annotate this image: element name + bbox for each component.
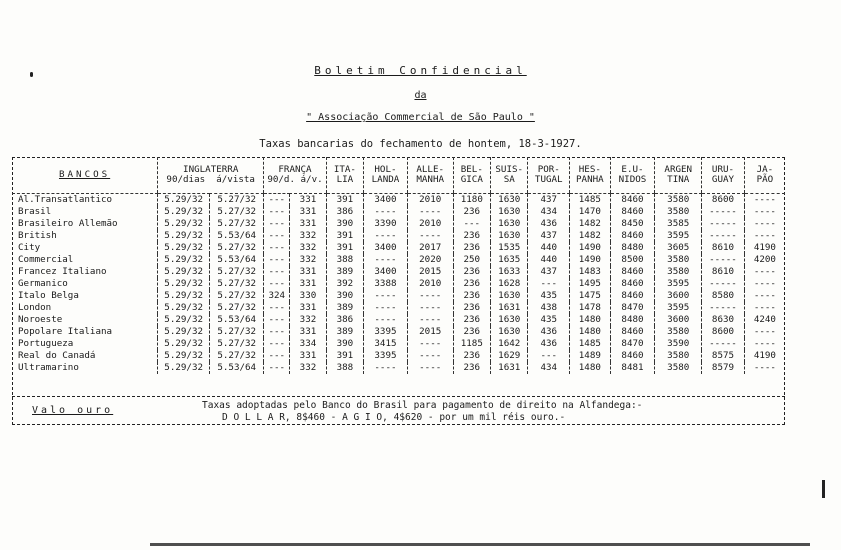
rate-cell: 386 (326, 206, 363, 218)
rate-cell: 236 (453, 362, 490, 374)
rate-cell: 236 (453, 290, 490, 302)
rate-cell: 3580 (655, 206, 702, 218)
rate-cell: ---- (744, 278, 785, 290)
rate-cell: 1490 (570, 254, 611, 266)
bank-name: Al.Transatlantico (18, 194, 113, 205)
rate-cell: ---- (407, 338, 453, 350)
rate-cell: 236 (453, 326, 490, 338)
rate-cell: 3400 (364, 194, 408, 207)
rate-cell: 332 (290, 314, 326, 326)
rate-cell: ----- (702, 230, 745, 242)
rate-cell: ---- (364, 206, 408, 218)
rate-cell: 3580 (655, 194, 702, 207)
rate-cell: 8575 (702, 350, 745, 362)
rate-cell: 8480 (610, 314, 655, 326)
table-row (12, 338, 785, 350)
rate-cell: 8460 (610, 230, 655, 242)
rate-cell: --- (264, 254, 290, 266)
rate-cell: 5.53/64 (210, 314, 264, 326)
col-header-belgica: BEL- GICA (453, 157, 490, 194)
rate-cell: 331 (290, 278, 326, 290)
rate-cell: 3580 (655, 362, 702, 374)
rate-cell: 3595 (655, 302, 702, 314)
rate-cell: 4190 (744, 350, 785, 362)
rate-cell: 8450 (610, 218, 655, 230)
rate-cell: 437 (528, 194, 570, 207)
rate-cell: 391 (326, 230, 363, 242)
rate-cell: 8580 (702, 290, 745, 302)
rate-cell: 388 (326, 254, 363, 266)
bank-name: Noroeste (18, 314, 63, 325)
rate-cell: 236 (453, 242, 490, 254)
bank-name: Real do Canadá (18, 350, 96, 361)
rate-cell: ---- (407, 206, 453, 218)
bank-name: Popolare Italiana (18, 326, 113, 337)
rate-cell: 390 (326, 338, 363, 350)
rate-cell: ---- (744, 230, 785, 242)
rate-cell: 5.27/32 (210, 266, 264, 278)
rate-cell: 4190 (744, 242, 785, 254)
rate-cell: --- (264, 218, 290, 230)
rate-cell: 4200 (744, 254, 785, 266)
rate-cell: 1180 (453, 194, 490, 207)
col-header-argentina: ARGEN TINA (655, 157, 702, 194)
rate-cell: 8481 (610, 362, 655, 374)
rate-cell: 435 (528, 314, 570, 326)
rate-cell: 388 (326, 362, 363, 374)
rate-cell: 236 (453, 230, 490, 242)
rate-cell: ---- (407, 314, 453, 326)
page-bottom-edge (150, 543, 810, 546)
rate-cell: --- (264, 230, 290, 242)
rate-cell: 3590 (655, 338, 702, 350)
col-header-hespanha: HES- PANHA (570, 157, 611, 194)
rate-cell: 8460 (610, 194, 655, 207)
rate-cell: ---- (407, 230, 453, 242)
rate-cell: 2015 (407, 266, 453, 278)
rate-cell: 3415 (364, 338, 408, 350)
rate-cell: 3585 (655, 218, 702, 230)
rate-cell: --- (453, 218, 490, 230)
rate-cell: 5.29/32 (158, 338, 210, 350)
rate-cell: 3395 (364, 326, 408, 338)
rate-cell: 3390 (364, 218, 408, 230)
rate-cell: ---- (364, 254, 408, 266)
page-edge-mark (822, 480, 825, 498)
rate-cell: 1478 (570, 302, 611, 314)
rate-cell: 5.27/32 (210, 194, 264, 207)
rate-cell: 436 (528, 326, 570, 338)
rate-cell: --- (264, 350, 290, 362)
rate-cell: 5.27/32 (210, 218, 264, 230)
rate-cell: 389 (326, 266, 363, 278)
table-row (12, 206, 785, 218)
rate-cell: 5.29/32 (158, 278, 210, 290)
rate-cell: 3395 (364, 350, 408, 362)
rate-cell: 8610 (702, 266, 745, 278)
bank-name: Brasil (18, 206, 52, 217)
rate-cell: 1642 (491, 338, 528, 350)
rate-cell: 8480 (610, 242, 655, 254)
rate-cell: 390 (326, 290, 363, 302)
rate-cell: --- (264, 302, 290, 314)
rate-cell: 3600 (655, 290, 702, 302)
rate-cell: 1633 (491, 266, 528, 278)
col-header-italia: ITA- LIA (326, 157, 363, 194)
bank-name: London (18, 302, 52, 313)
rate-cell: 5.27/32 (210, 290, 264, 302)
table-row (12, 362, 785, 374)
rate-cell: 1480 (570, 314, 611, 326)
bank-name: Brasileiro Allemão (18, 218, 118, 229)
rate-cell: 1475 (570, 290, 611, 302)
table-row (12, 254, 785, 266)
table-row (12, 314, 785, 326)
rate-cell: ---- (744, 266, 785, 278)
rate-cell: 435 (528, 290, 570, 302)
rate-cell: 3580 (655, 326, 702, 338)
rate-cell: 331 (290, 266, 326, 278)
rate-cell: 332 (290, 242, 326, 254)
rate-cell: 5.53/64 (210, 230, 264, 242)
col-header-uruguay: URU- GUAY (702, 157, 745, 194)
rate-cell: 5.29/32 (158, 314, 210, 326)
ink-speck (30, 72, 33, 77)
table-row (12, 242, 785, 254)
gold-rate-values: D O L L A R, 8$460 - A G I O, 4$620 - por um mil réis ouro.- (222, 412, 566, 423)
rate-cell: 440 (528, 254, 570, 266)
rate-cell: ---- (744, 326, 785, 338)
rate-cell: 330 (290, 290, 326, 302)
rate-cell: 331 (290, 218, 326, 230)
col-header-hollanda: HOL- LANDA (364, 157, 408, 194)
gold-rate-note: Taxas adoptadas pelo Banco do Brasil para pagamento de direito na Alfandega:- (202, 400, 643, 411)
rate-cell: 331 (290, 206, 326, 218)
rate-cell: 334 (290, 338, 326, 350)
rate-cell: 2017 (407, 242, 453, 254)
rate-cell: 437 (528, 230, 570, 242)
rate-cell: 438 (528, 302, 570, 314)
rate-cell: 1485 (570, 194, 611, 207)
col-header-portugal: POR- TUGAL (528, 157, 570, 194)
rate-cell: 324 (264, 290, 290, 302)
rate-cell: 8460 (610, 206, 655, 218)
bank-name: Germanico (18, 278, 68, 289)
rate-cell: 8460 (610, 266, 655, 278)
rate-cell: 1185 (453, 338, 490, 350)
rate-cell: ---- (407, 302, 453, 314)
table-row (12, 194, 785, 207)
rate-cell: 1630 (491, 218, 528, 230)
rate-cell: ----- (702, 278, 745, 290)
rate-cell: --- (264, 242, 290, 254)
rate-cell: 1630 (491, 326, 528, 338)
rate-cell: ----- (702, 338, 745, 350)
rate-cell: 2010 (407, 218, 453, 230)
table-row (12, 278, 785, 290)
rate-cell: 391 (326, 350, 363, 362)
rate-cell: ---- (364, 302, 408, 314)
rate-cell: 437 (528, 266, 570, 278)
rate-cell: 5.29/32 (158, 194, 210, 207)
table-caption: Taxas bancarias do fechamento de hontem, 18-3-1927. (259, 138, 582, 150)
rate-cell: 5.29/32 (158, 326, 210, 338)
rate-cell: ----- (702, 302, 745, 314)
rate-cell: 389 (326, 326, 363, 338)
rate-cell: 236 (453, 350, 490, 362)
rate-cell: 331 (290, 194, 326, 207)
rate-cell: 5.27/32 (210, 338, 264, 350)
rate-cell: 2010 (407, 278, 453, 290)
rate-cell: 1470 (570, 206, 611, 218)
rate-cell: 389 (326, 302, 363, 314)
rate-cell: 3600 (655, 314, 702, 326)
rate-cell: 1535 (491, 242, 528, 254)
rate-cell: 8600 (702, 194, 745, 207)
table-row (12, 302, 785, 314)
rate-cell: 2015 (407, 326, 453, 338)
rate-cell: 5.27/32 (210, 242, 264, 254)
rate-cell: 8610 (702, 242, 745, 254)
rate-cell: 1630 (491, 194, 528, 207)
document-title: Boletim Confidencial (314, 64, 527, 77)
table-row (12, 218, 785, 230)
rate-cell: ---- (744, 302, 785, 314)
rate-cell: 8470 (610, 302, 655, 314)
bank-name: Portugueza (18, 338, 74, 349)
rate-cell: 8579 (702, 362, 745, 374)
rate-cell: 434 (528, 362, 570, 374)
rate-cell: 236 (453, 266, 490, 278)
bank-name: Italo Belga (18, 290, 79, 301)
rate-cell: 331 (290, 302, 326, 314)
rate-cell: 8630 (702, 314, 745, 326)
rate-cell: 3580 (655, 254, 702, 266)
rate-cell: 1483 (570, 266, 611, 278)
col-header-franca: FRANÇA 90/d. á/v. (264, 157, 326, 194)
col-header-inglaterra: INGLATERRA 90/dias á/vista (158, 157, 264, 194)
rate-cell: 236 (453, 314, 490, 326)
rate-cell: 1631 (491, 362, 528, 374)
rate-cell: 1635 (491, 254, 528, 266)
rate-cell: --- (264, 206, 290, 218)
rate-cell: --- (264, 326, 290, 338)
table-row (12, 290, 785, 302)
rate-cell: 331 (290, 350, 326, 362)
table-row (12, 266, 785, 278)
rate-cell: 8470 (610, 338, 655, 350)
table-row (12, 326, 785, 338)
rate-cell: ---- (364, 362, 408, 374)
rate-cell: 5.27/32 (210, 302, 264, 314)
rate-cell: ---- (744, 194, 785, 207)
rate-cell: --- (264, 194, 290, 207)
col-header-suissa: SUIS- SA (491, 157, 528, 194)
rate-cell: 8500 (610, 254, 655, 266)
rate-cell: ---- (407, 350, 453, 362)
bank-name: British (18, 230, 57, 241)
rate-cell: ---- (364, 314, 408, 326)
rate-cell: 3400 (364, 266, 408, 278)
rate-cell: 5.29/32 (158, 242, 210, 254)
rate-cell: 5.29/32 (158, 230, 210, 242)
exchange-rates-table (12, 157, 785, 374)
rate-cell: ---- (744, 218, 785, 230)
rate-cell: 8460 (610, 326, 655, 338)
rate-cell: 1630 (491, 314, 528, 326)
rate-cell: 332 (290, 362, 326, 374)
rate-cell: --- (264, 314, 290, 326)
rate-cell: --- (528, 350, 570, 362)
rate-cell: ---- (364, 290, 408, 302)
rate-cell: --- (264, 278, 290, 290)
rate-cell: 1490 (570, 242, 611, 254)
rate-cell: 392 (326, 278, 363, 290)
rate-cell: 236 (453, 302, 490, 314)
rate-cell: ----- (702, 206, 745, 218)
rate-cell: 3580 (655, 350, 702, 362)
table-row (12, 230, 785, 242)
bank-name: Francez Italiano (18, 266, 107, 277)
rate-cell: --- (264, 338, 290, 350)
gold-value-section (12, 396, 785, 426)
col-header-eunidos: E.U- NIDOS (610, 157, 655, 194)
rate-cell: 5.53/64 (210, 254, 264, 266)
rate-cell: 1630 (491, 230, 528, 242)
table-row (12, 350, 785, 362)
rate-cell: 3595 (655, 230, 702, 242)
title-connector: da (414, 90, 427, 101)
rate-cell: 1630 (491, 206, 528, 218)
rate-cell: 3388 (364, 278, 408, 290)
rate-cell: ---- (744, 338, 785, 350)
rate-cell: 332 (290, 254, 326, 266)
rate-cell: 331 (290, 326, 326, 338)
rate-cell: 2020 (407, 254, 453, 266)
rate-cell: 8460 (610, 278, 655, 290)
rate-cell: 236 (453, 278, 490, 290)
rate-cell: 5.29/32 (158, 290, 210, 302)
rate-cell: 386 (326, 314, 363, 326)
rate-cell: 1480 (570, 362, 611, 374)
rate-cell: 332 (290, 230, 326, 242)
rate-cell: 436 (528, 338, 570, 350)
rate-cell: ---- (407, 362, 453, 374)
rate-cell: 1631 (491, 302, 528, 314)
rate-cell: --- (528, 278, 570, 290)
rate-cell: 1482 (570, 218, 611, 230)
rate-cell: ---- (364, 230, 408, 242)
rate-cell: 5.53/64 (210, 362, 264, 374)
rate-cell: ---- (744, 362, 785, 374)
rate-cell: 8460 (610, 290, 655, 302)
rate-cell: 5.29/32 (158, 218, 210, 230)
rate-cell: 1489 (570, 350, 611, 362)
rate-cell: ----- (702, 218, 745, 230)
rate-cell: 5.29/32 (158, 302, 210, 314)
rate-cell: 1495 (570, 278, 611, 290)
rate-cell: 8460 (610, 350, 655, 362)
rate-cell: 5.27/32 (210, 326, 264, 338)
col-header-japao: JA- PÃO (744, 157, 785, 194)
rate-cell: 1629 (491, 350, 528, 362)
rate-cell: --- (264, 266, 290, 278)
rate-cell: 5.29/32 (158, 266, 210, 278)
association-name: " Associação Commercial de São Paulo " (306, 112, 535, 123)
bank-name: City (18, 242, 41, 253)
rate-cell: ---- (744, 290, 785, 302)
rate-cell: 436 (528, 218, 570, 230)
rate-cell: 5.29/32 (158, 362, 210, 374)
rate-cell: 5.27/32 (210, 278, 264, 290)
rate-cell: 3595 (655, 278, 702, 290)
gold-value-label: Valo ouro (32, 405, 114, 416)
rate-cell: 8600 (702, 326, 745, 338)
rate-cell: 3580 (655, 266, 702, 278)
rate-cell: 434 (528, 206, 570, 218)
rate-cell: 5.29/32 (158, 206, 210, 218)
rate-cell: 1480 (570, 326, 611, 338)
rate-cell: 1628 (491, 278, 528, 290)
rate-cell: 5.29/32 (158, 254, 210, 266)
rate-cell: 3605 (655, 242, 702, 254)
bank-name: Ultramarino (18, 362, 79, 373)
rate-cell: 5.27/32 (210, 350, 264, 362)
rate-cell: --- (264, 362, 290, 374)
rate-cell: 250 (453, 254, 490, 266)
rate-cell: 2010 (407, 194, 453, 207)
rate-cell: 236 (453, 206, 490, 218)
rate-cell: 390 (326, 218, 363, 230)
rate-cell: 391 (326, 242, 363, 254)
rate-cell: ---- (407, 290, 453, 302)
bank-name: Commercial (18, 254, 74, 265)
rate-cell: ---- (744, 206, 785, 218)
col-header-bank: BANCOS (12, 157, 158, 194)
rate-cell: 440 (528, 242, 570, 254)
rate-cell: 391 (326, 194, 363, 207)
rate-cell: ----- (702, 254, 745, 266)
rate-cell: 4240 (744, 314, 785, 326)
rate-cell: 1630 (491, 290, 528, 302)
rate-cell: 5.29/32 (158, 350, 210, 362)
col-header-allemanha: ALLE- MANHA (407, 157, 453, 194)
rate-cell: 3400 (364, 242, 408, 254)
rate-cell: 1482 (570, 230, 611, 242)
rate-cell: 5.27/32 (210, 206, 264, 218)
rate-cell: 1485 (570, 338, 611, 350)
